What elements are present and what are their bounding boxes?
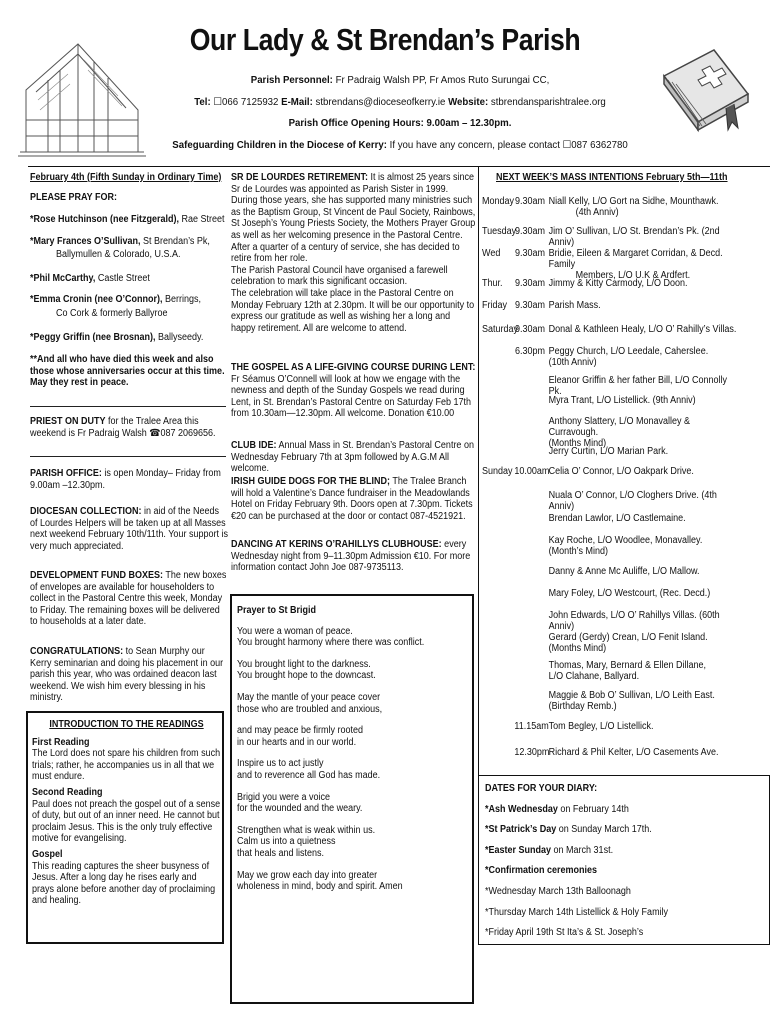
prayer-stanza — [237, 825, 444, 860]
mass-intention: Thomas, Mary, Bernard & Ellen Dillane, L/O Clahane, Ballyard. — [548, 660, 707, 682]
prayer-line: those who are troubled and anxious, — [237, 703, 383, 715]
mass-day: Wed — [482, 248, 501, 259]
prayer-title: Prayer to St Brigid — [237, 605, 317, 616]
mass-day: Thur. — [482, 278, 503, 289]
mass-intention: Kay Roche, L/O Woodlee, Monavalley. (Month’s Mind) — [548, 535, 703, 557]
mass-time: 6.30pm — [514, 346, 545, 357]
retire-para-3: The celebration will take place in the Pastoral Centre on Monday February 12th at 2.30pm. It will be our opportunity to express our gratitude as well as wishing her a long and happy retirement. All are welcome to attend. — [231, 287, 475, 334]
office-label: PARISH OFFICE: — [30, 468, 102, 479]
priest-phone: 087 2069656. — [160, 427, 216, 439]
mass-intention: Brendan Lawlor, L/O Castlemaine. — [548, 513, 686, 524]
retire-para-2: The Parish Pastoral Council have organised a farewell celebration to mark this significant occasion. — [231, 264, 448, 288]
congrats-label: CONGRATULATIONS: — [30, 646, 124, 657]
dance-label: DANCING AT KERINS O’RAHILLYS CLUBHOUSE: — [231, 539, 442, 550]
mass-intention: Donal & Kathleen Healy, L/O O’ Rahilly’s Villas. — [548, 324, 737, 335]
mass-time: 11.15am — [514, 721, 549, 732]
mass-intention: Celia O’ Connor, L/O Oakpark Drive. — [548, 466, 694, 477]
safeguarding-text: If you have any concern, please contact — [389, 139, 560, 151]
prayer-line: You were a woman of peace. — [237, 625, 353, 637]
pray-heading: PLEASE PRAY FOR: — [30, 192, 118, 203]
prayer-line: wholeness in mind, body and spirit. Amen — [237, 881, 403, 893]
diary-item: *Wednesday March 13th Balloonagh — [485, 885, 631, 897]
prayer-line: for the wounded and the weary. — [237, 803, 363, 815]
phone-icon: ☎ — [149, 427, 161, 439]
page-title: Our Lady & St Brendan’s Parish — [189, 22, 581, 57]
mass-time: 10.00am — [514, 466, 550, 477]
mass-intention: John Edwards, L/O O’ Rahillys Villas. (60th Anniv) — [548, 610, 720, 632]
safeguarding-label: Safeguarding Children in the Diocese of Kerry: — [172, 139, 387, 151]
reading-item — [32, 849, 221, 907]
congratulations — [30, 646, 228, 704]
priest-text: for the Tralee Area this weekend is Fr Padraig Walsh — [30, 416, 199, 439]
section-divider — [30, 456, 226, 457]
mass-intention: Jimmy & Kitty Carmody, L/O Doon. — [548, 278, 688, 289]
deceased-name: *Rose Hutchinson (nee Fitzgerald), — [30, 214, 180, 225]
irish-label: IRISH GUIDE DOGS FOR THE BLIND; — [231, 476, 391, 487]
diary-item: *Thursday March 14th Listellick & Holy Family — [485, 906, 669, 918]
date-heading: February 4th (Fifth Sunday in Ordinary Time) — [30, 172, 222, 183]
mass-intention: Gerard (Gerdy) Crean, L/O Fenit Island. (Months Mind) — [548, 632, 708, 654]
prayer-line: Brigid you were a voice — [237, 791, 331, 803]
deceased-place: St Brendan’s Pk, — [140, 236, 210, 247]
prayer-stanza — [237, 870, 444, 893]
header-divider — [28, 166, 770, 167]
mass-time: 9.30am — [514, 248, 545, 259]
mass-intention: Eleanor Griffin & her father Bill, L/O Connolly Pk. — [548, 375, 728, 397]
reading-title: Second Reading — [32, 786, 103, 798]
mass-intention: Richard & Phil Kelter, L/O Casements Ave. — [548, 747, 719, 758]
diary-heading: DATES FOR YOUR DIARY: — [485, 783, 598, 794]
mass-day: Monday — [482, 196, 515, 207]
diocesan-collection — [30, 506, 228, 552]
prayer-stanza — [237, 692, 444, 715]
office-hours: Parish Office Opening Hours: 9.00am – 12.30pm. — [288, 117, 512, 129]
irish-text: The Tralee Branch will hold a Valentine’s Dance fundraiser in the Meadowlands Hotel on Friday February 9th. Doors open at 7.30pm. Tickets €20 can be purchased at the door or contact 087-4521921. — [231, 476, 473, 522]
reading-title: First Reading — [32, 736, 90, 748]
contact-line — [161, 96, 639, 108]
prayer-line: and to reverence all God has made. — [237, 769, 381, 781]
parish-office — [30, 468, 228, 491]
diary-item: *Ash Wednesday on February 14th — [485, 803, 629, 815]
retire-label: SR DE LOURDES RETIREMENT: — [231, 172, 369, 183]
deceased-place: Berrings, — [162, 294, 202, 305]
guide-dogs — [231, 476, 476, 522]
deceased-name: *Mary Frances O’Sullivan, — [30, 236, 141, 247]
reading-text: Paul does not preach the gospel out of a sense of duty, but out of an inner need. He cannot but proclaim Jesus. This is the only truly effective motive for evangelising. — [32, 798, 221, 845]
dev-label: DEVELOPMENT FUND BOXES: — [30, 570, 164, 581]
gospel-text: Fr Séamus O’Connell will look at how we engage with the newness and depth of the Sunday Gospels we read during Lent, in St. Brendan’s Pastoral Centre on Saturday Feb 17th from 10.30am—12.30pm. All welcome. Donation €10.00 — [231, 373, 471, 420]
email-address[interactable]: stbrendans@dioceseofkerry.ie — [315, 96, 446, 108]
tel-number: 066 7125932 — [222, 96, 279, 108]
website-link[interactable]: stbrendansparishtralee.org — [490, 96, 606, 108]
deceased-place: Rae Street — [179, 214, 225, 225]
deceased-place: Ballyseedy. — [155, 332, 204, 343]
personnel-label: Parish Personnel: — [250, 74, 333, 86]
mass-intention: Jerry Curtin, L/O Marian Park. — [548, 446, 669, 457]
diary-item: *Easter Sunday on March 31st. — [485, 844, 614, 856]
parish-personnel-line — [161, 74, 639, 86]
prayer-stanza — [237, 626, 444, 649]
prayer-line: May we grow each day into greater — [237, 869, 378, 881]
mass-intention: Myra Trant, L/O Listellick. (9th Anniv) — [548, 395, 696, 406]
safeguarding-phone: 087 6362780 — [571, 139, 628, 151]
phone-icon: ☐ — [562, 139, 572, 151]
reading-item — [32, 737, 221, 783]
office-text: is open Monday– Friday from 9.00am –12.30pm. — [30, 468, 221, 491]
mass-intention: Anthony Slattery, L/O Monavalley & Curravough. (Months Mind) — [548, 416, 691, 449]
dev-text: The new boxes of envelopes are available for householders to collect in the Pastoral Centre this week, Monday to Friday. The remaining boxes will be delivered to households at a later date. — [30, 570, 227, 628]
gospel-label: THE GOSPEL AS A LIFE-GIVING COURSE DURING LENT: — [231, 362, 476, 373]
deceased-name: *Peggy Griffin (nee Brosnan), — [30, 332, 156, 343]
prayer-line: Calm us into a quietness — [237, 836, 336, 848]
prayer-line: You brought hope to the downcast. — [237, 670, 376, 682]
mass-time: 9.30am — [514, 324, 545, 335]
office-hours-line — [161, 117, 639, 129]
website-label: Website: — [448, 96, 489, 108]
prayer-stanza — [237, 659, 444, 682]
prayer-line: You brought harmony where there was conflict. — [237, 637, 425, 649]
club-label: CLUB IDE: — [231, 440, 277, 451]
prayer-stanza — [237, 758, 444, 781]
mass-heading: NEXT WEEK’S MASS INTENTIONS February 5th—11th — [496, 172, 728, 183]
mass-intention: Tom Begley, L/O Listellick. — [548, 721, 654, 732]
diocesan-label: DIOCESAN COLLECTION: — [30, 506, 142, 517]
readings-heading: INTRODUCTION TO THE READINGS — [49, 719, 204, 730]
mass-intention: Danny & Anne Mc Auliffe, L/O Mallow. — [548, 566, 700, 577]
reading-text: This reading captures the sheer busyness of Jesus. After a long day he rises early and prays alone before another day of proclaiming and healing. — [32, 860, 216, 907]
diary-item: *Confirmation ceremonies — [485, 865, 598, 877]
mass-time: 9.30am — [514, 278, 545, 289]
congrats-text: to Sean Murphy our Kerry seminarian and doing his placement in our parish this year, who was ordained deacon last weekend. We wish him every blessing in his ministry. — [30, 646, 224, 704]
prayer-line: Inspire us to act justly — [237, 758, 324, 770]
priest-on-duty — [30, 416, 228, 439]
mass-intention: Parish Mass. — [548, 300, 601, 311]
reading-text: The Lord does not spare his children from such trials; rather, he accompanies us in all that we must endure. — [32, 748, 221, 783]
development-fund — [30, 570, 228, 628]
mass-day: Sunday — [482, 466, 513, 477]
mass-time: 12.30pm — [514, 747, 550, 758]
deceased-name: *Emma Cronin (nee O’Connor), — [30, 294, 163, 305]
mass-intention: Jim O’ Sullivan, L/O St. Brendan’s Pk. (2nd Anniv) — [548, 226, 720, 248]
deceased-item — [30, 332, 203, 344]
prayer-line: Strengthen what is weak within us. — [237, 824, 376, 836]
prayer-line: in our hearts and in our world. — [237, 736, 357, 748]
deceased-item — [30, 294, 228, 306]
retire-text: It is almost 25 years since Sr de Lourdes was appointed as Parish Sister in 1999. During those years, she has supported many ministries such as the Baptism Group, St Vincent de Paul Society, Rainbows, St Joseph’s Young Priests Society, the Mothers Prayer Group as well as her welcoming presence in the Pastoral Centre. After a quarter of a century of service, she has decided to retire from her role. — [231, 172, 476, 265]
retirement-notice — [231, 172, 476, 334]
mass-time: 9.30am — [514, 196, 545, 207]
deceased-name: *Phil McCarthy, — [30, 273, 96, 284]
deceased-item — [30, 214, 228, 226]
club-text: Annual Mass in St. Brendan’s Pastoral Centre on Wednesday February 7th at 3pm followed by A.G.M All welcome. — [231, 440, 474, 475]
diary-item: *St Patrick’s Day on Sunday March 17th. — [485, 824, 652, 836]
email-label: E-Mail: — [281, 96, 313, 108]
phone-icon: ☐ — [213, 96, 223, 108]
deceased-item — [30, 273, 150, 285]
section-divider — [30, 406, 226, 407]
safeguarding-line — [161, 139, 639, 151]
personnel-text: Fr Padraig Walsh PP, Fr Amos Ruto Surungai CC, — [335, 74, 550, 86]
dance-text: every Wednesday night from 9–11.30pm Admission €10. For more information contact John Joe 087-9735113. — [231, 539, 471, 574]
readings-box — [26, 711, 224, 944]
prayer-line: May the mantle of your peace cover — [237, 691, 381, 703]
reading-title: Gospel — [32, 848, 63, 860]
gospel-course — [231, 362, 476, 420]
deceased-place: Castle Street — [95, 273, 150, 284]
club-ide — [231, 440, 476, 475]
prayer-line: and may peace be firmly rooted — [237, 725, 364, 737]
prayer-line: You brought light to the darkness. — [237, 658, 371, 670]
mass-intention: Nuala O’ Connor, L/O Cloghers Drive. (4th Anniv) — [548, 490, 717, 512]
mass-intention: Peggy Church, L/O Leedale, Caherslee. (10th Anniv) — [548, 346, 709, 368]
dancing-notice — [231, 539, 476, 574]
diocesan-text: in aid of the Needs of Lourdes Helpers will be taken up at all Masses next weekend February 10th/11th. Your support is very much appreciated. — [30, 506, 228, 552]
diary-box — [478, 775, 770, 945]
tel-label: Tel: — [194, 96, 211, 108]
mass-intention: Bridie, Eileen & Margaret Corridan, & Decd. Family Members, L/O U.K & Ardfert. — [548, 248, 723, 281]
prayer-stanza — [237, 792, 444, 815]
prayer-box — [230, 594, 474, 1004]
mass-time: 9.30am — [514, 300, 545, 311]
priest-label: PRIEST ON DUTY — [30, 416, 106, 427]
mass-intention: Mary Foley, L/O Westcourt, (Rec. Decd.) — [548, 588, 711, 599]
prayer-line: that heals and listens. — [237, 847, 325, 859]
diary-item: *Friday April 19th St Ita’s & St. Joseph’s — [485, 927, 644, 939]
prayer-stanza — [237, 725, 444, 748]
deceased-extra: Co Cork & formerly Ballyroe — [56, 308, 168, 319]
mass-intention: Niall Kelly, L/O Gort na Sidhe, Mounthawk. (4th Anniv) — [548, 196, 719, 218]
deceased-item — [30, 236, 228, 248]
mass-day: Friday — [482, 300, 508, 311]
deceased-extra: Ballymullen & Colorado, U.S.A. — [56, 249, 181, 260]
mass-intention: Maggie & Bob O’ Sullivan, L/O Leith East. (Birthday Remb.) — [548, 690, 715, 712]
all-died-note: **And all who have died this week and also those whose anniversaries occur at this time. May they rest in peace. — [30, 354, 225, 389]
column-divider — [478, 166, 479, 775]
mass-day: Tuesday — [482, 226, 517, 237]
mass-time: 9.30am — [514, 226, 545, 237]
mass-day: Saturday — [482, 324, 519, 335]
reading-item — [32, 787, 221, 845]
